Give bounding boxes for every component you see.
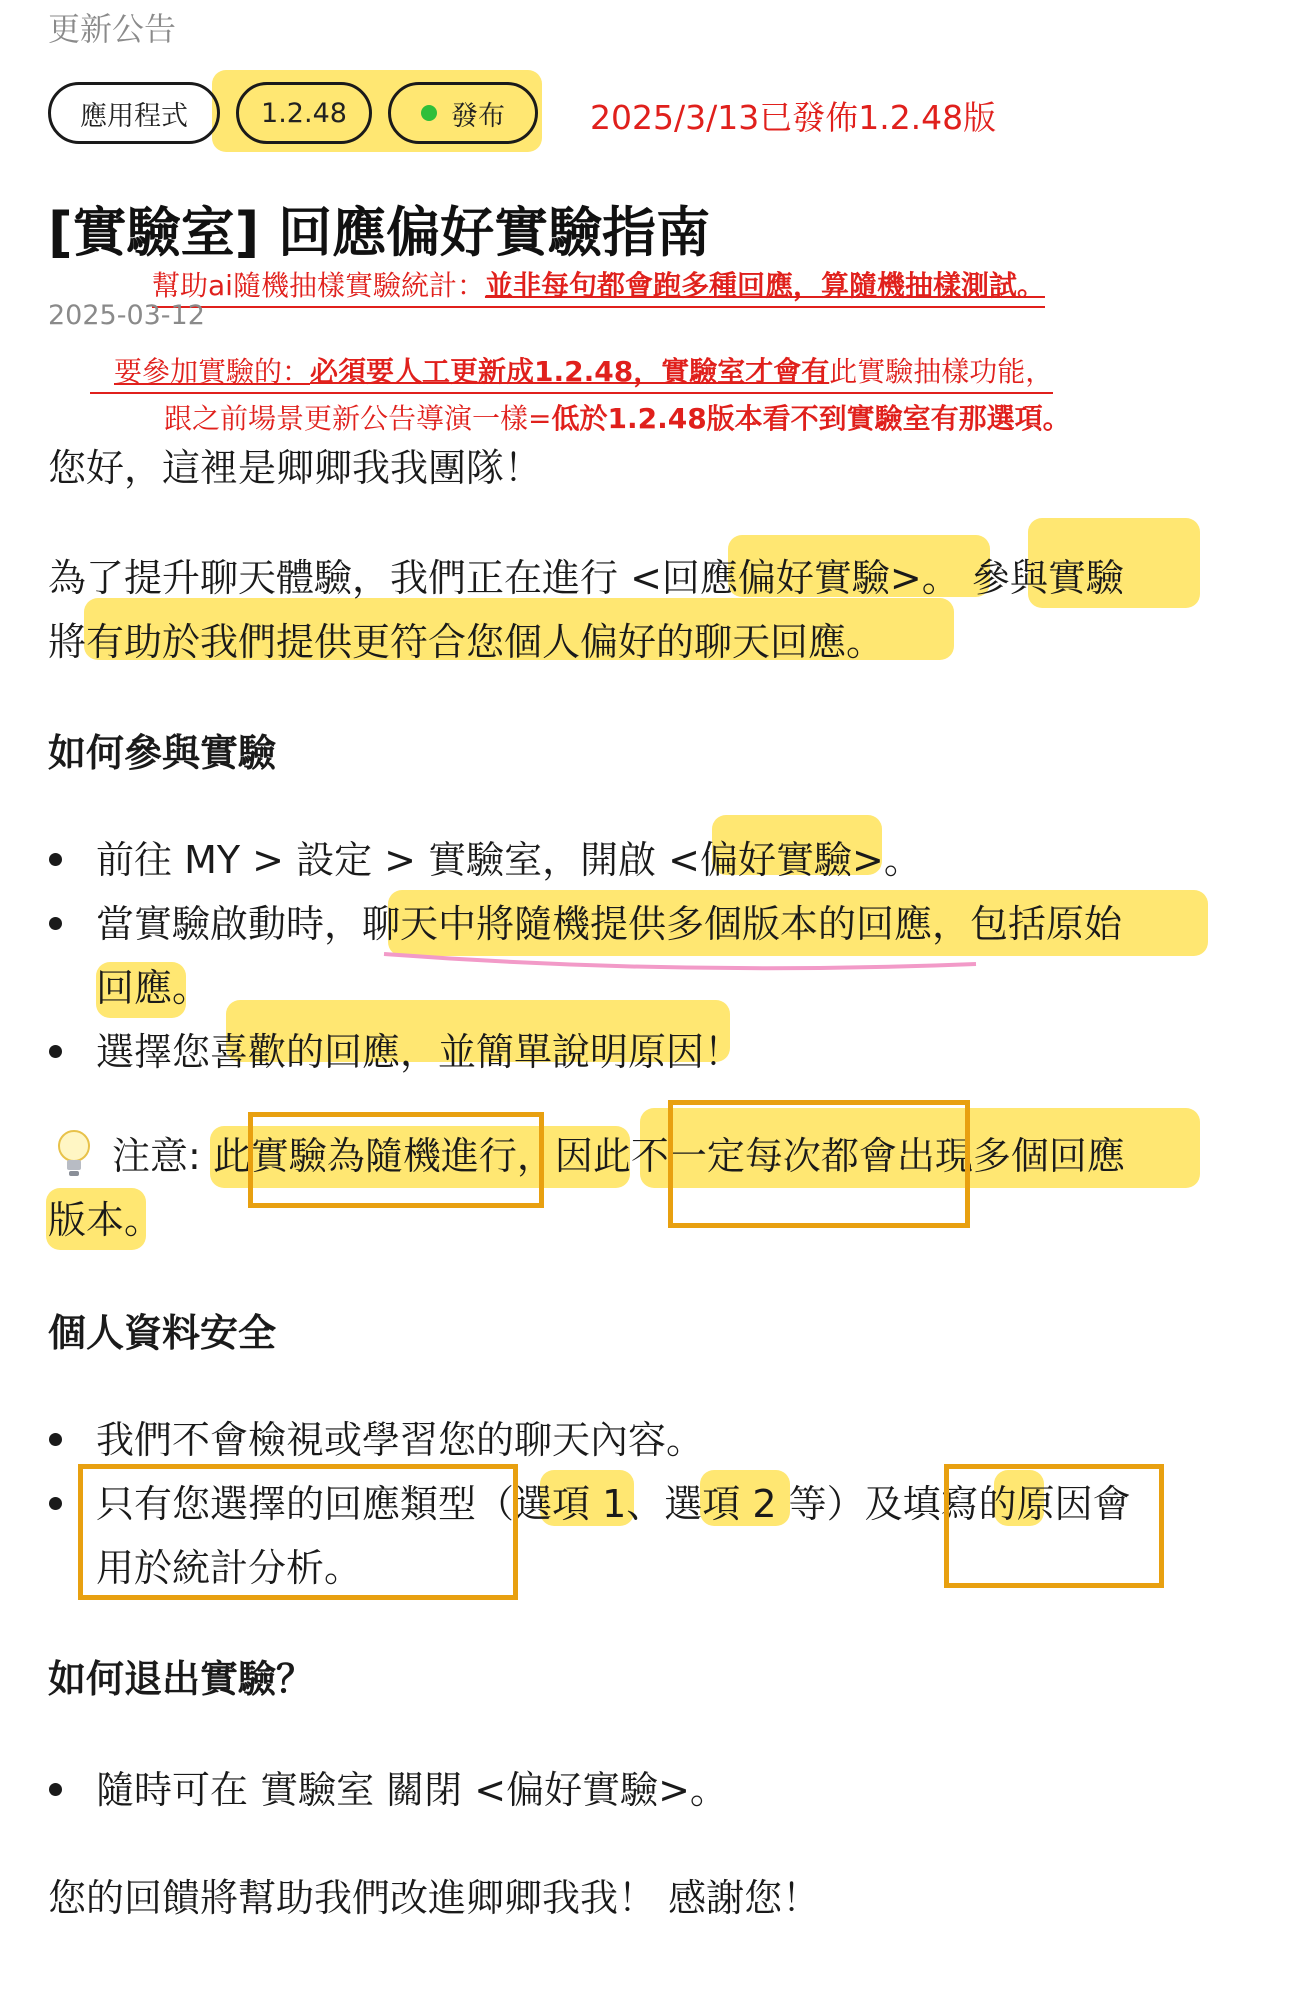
lightbulb-icon [54, 1128, 94, 1184]
annotation-update-tail: 此實驗抽樣功能， [829, 355, 1054, 388]
intro-line-2: 將有助於我們提供更符合您個人偏好的聊天回應。 [48, 620, 885, 664]
list-item-join-2: 當實驗啟動時，聊天中將隨機提供多個版本的回應，包括原始 [96, 902, 1123, 946]
annotation-random-sampling-plain: 幫助ai隨機抽樣實驗統計： [152, 269, 485, 302]
section-label: 更新公告 [48, 10, 177, 48]
list-item-privacy-1: 我們不會檢視或學習您的聊天內容。 [96, 1418, 705, 1462]
post-date: 2025-03-12 [48, 300, 205, 331]
annotation-random-sampling [152, 264, 1045, 308]
bullet-dot [49, 1433, 62, 1446]
annotation-update-plain: 要參加實驗的： [114, 355, 311, 388]
annotation-update-bold: 必須要人工更新成1.2.48，實驗室才會有 [310, 355, 830, 388]
list-item-privacy-2-cont: 用於統計分析。 [96, 1546, 363, 1590]
status-chip[interactable] [388, 82, 538, 144]
annotation-update-required [90, 350, 1053, 394]
version-chip[interactable] [236, 82, 372, 144]
annotation-box-random [248, 1112, 544, 1208]
note-line-2: 版本。 [48, 1198, 163, 1242]
annotation-random-sampling-bold: 並非每句都會跑多種回應，算隨機抽樣測試。 [484, 269, 1045, 302]
status-chip-label: 發布 [451, 100, 505, 132]
bullet-dot [49, 853, 62, 866]
pen-underline [380, 944, 980, 974]
intro-line-1: 為了提升聊天體驗，我們正在進行 <回應偏好實驗>。 參與實驗 [48, 556, 1124, 600]
list-item-join-1: 前往 MY > 設定 > 實驗室，開啟 <偏好實驗>。 [96, 838, 922, 882]
page-title: [實驗室] 回應偏好實驗指南 [48, 201, 711, 264]
annotation-box-not-always [668, 1100, 970, 1228]
bullet-dot [49, 1783, 62, 1796]
heading-how-to-exit: 如何退出實驗？ [48, 1657, 315, 1701]
bullet-dot [49, 1045, 62, 1058]
annotation-visibility-plain: 跟之前場景更新公告導演一樣= [164, 402, 552, 435]
annotation-box-response-type [78, 1464, 518, 1600]
annotation-release: 2025/3/13已發佈1.2.48版 [590, 98, 997, 137]
list-item-join-2-cont: 回應。 [96, 966, 211, 1010]
heading-privacy: 個人資料安全 [48, 1311, 277, 1355]
heading-how-to-join: 如何參與實驗 [48, 731, 277, 775]
note-line-1: 注意: 此實驗為隨機進行，因此不一定每次都會出現多個回應 [112, 1134, 1125, 1178]
greeting: 您好，這裡是卿卿我我團隊！ [48, 446, 543, 490]
closing-message: 您的回饋將幫助我們改進卿卿我我！ 感謝您！ [48, 1876, 821, 1920]
bullet-dot [49, 1497, 62, 1510]
app-chip-label: 應用程式 [80, 100, 188, 132]
annotation-visibility-bold: 低於1.2.48版本看不到實驗室有那選項。 [551, 402, 1071, 435]
list-item-exit-1: 隨時可在 實驗室 關閉 <偏好實驗>。 [96, 1768, 728, 1812]
version-chip-label: 1.2.48 [261, 97, 347, 129]
list-item-privacy-2: 只有您選擇的回應類型（選項 1、選項 2 等）及填寫的原因會 [96, 1482, 1131, 1526]
list-item-join-3: 選擇您喜歡的回應，並簡單說明原因！ [96, 1030, 743, 1074]
app-chip[interactable] [48, 82, 220, 144]
bullet-dot [49, 917, 62, 930]
annotation-box-reason [944, 1464, 1164, 1588]
annotation-version-visibility [164, 397, 1071, 437]
status-dot-icon [421, 105, 437, 121]
